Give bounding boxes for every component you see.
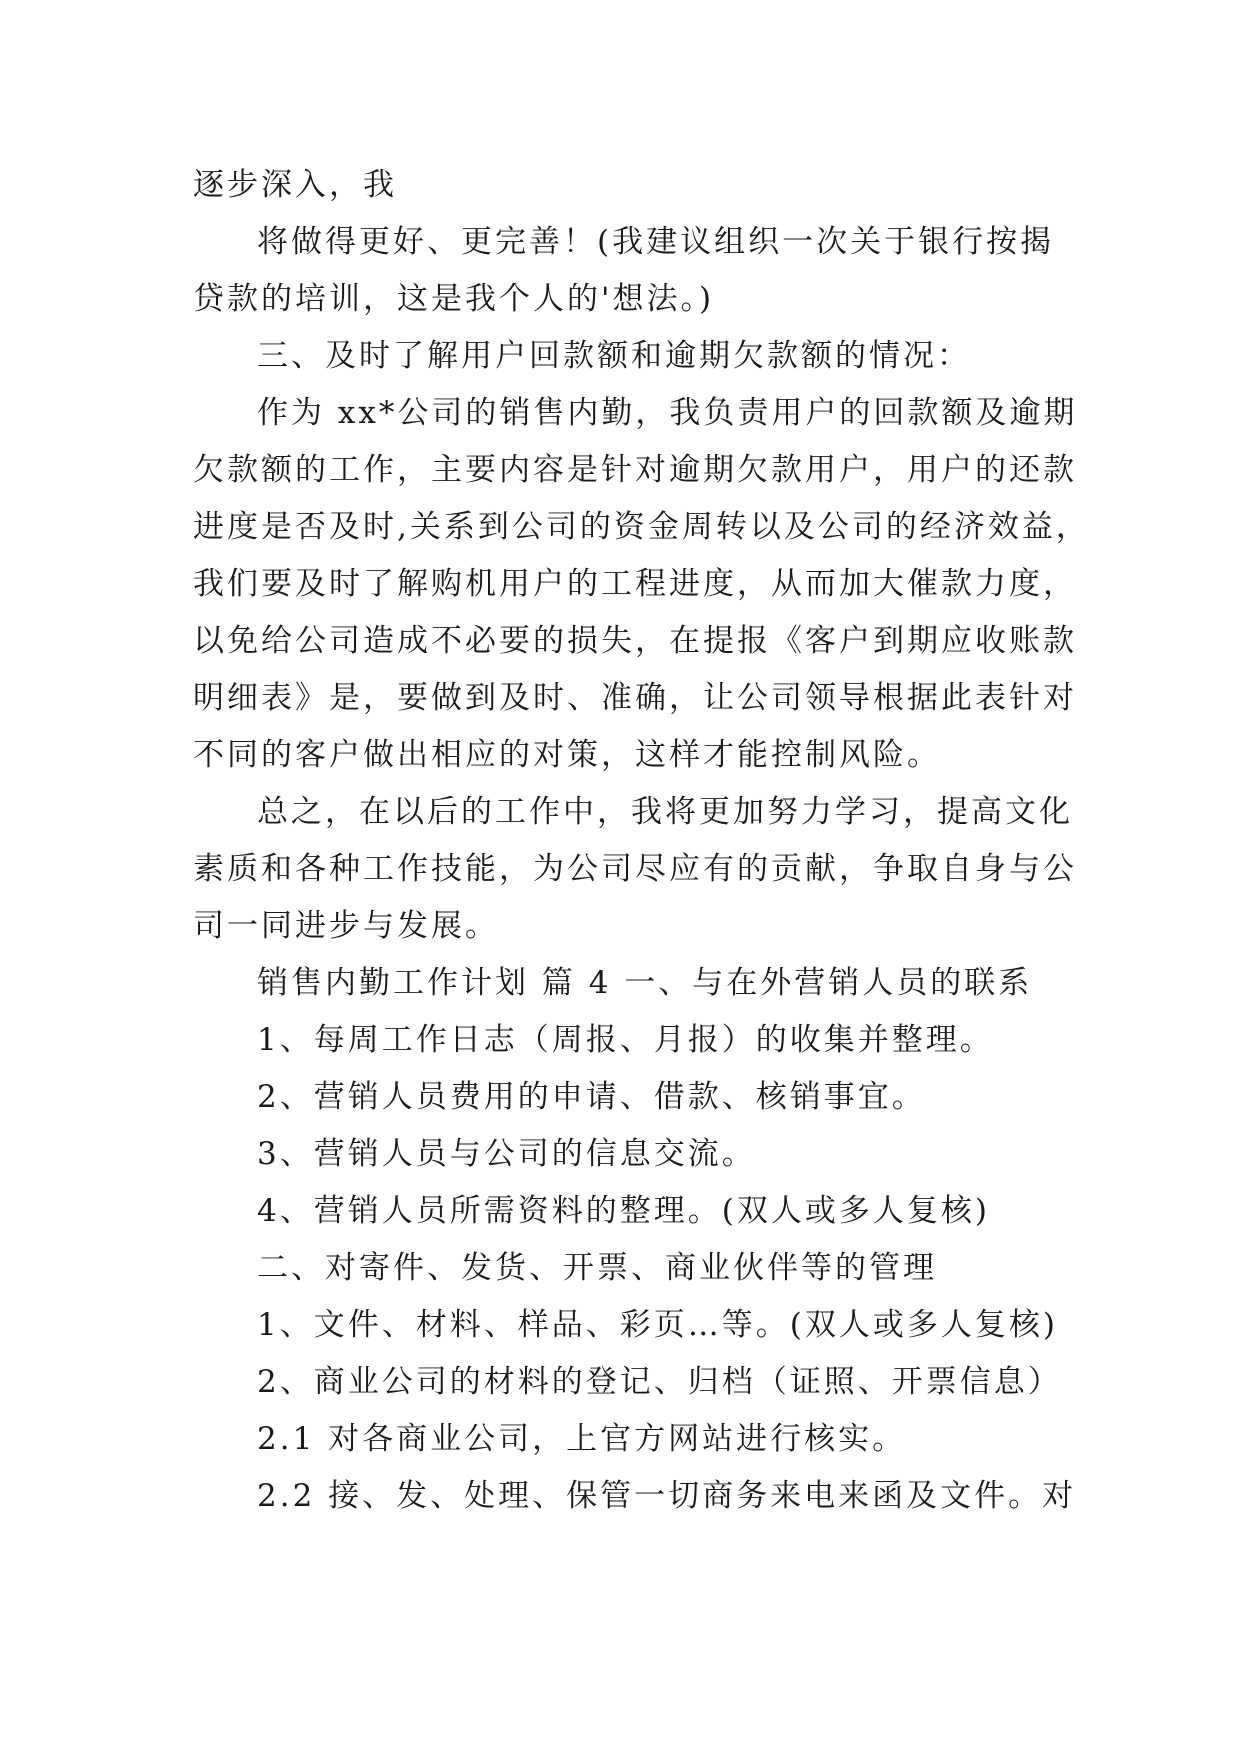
list-item: 3、营销人员与公司的信息交流。 bbox=[257, 1136, 756, 1172]
text-line: 司一同进步与发展。 bbox=[193, 908, 499, 944]
section-heading: 销售内勤工作计划 篇 4 一、与在外营销人员的联系 bbox=[257, 965, 1033, 1001]
list-item: 1、每周工作日志（周报、月报）的收集并整理。 bbox=[257, 1022, 994, 1058]
text-line: 欠款额的工作，主要内容是针对逾期欠款用户，用户的还款 bbox=[193, 452, 1077, 488]
text-line: 总之，在以后的工作中，我将更加努力学习，提高文化 bbox=[257, 794, 1073, 830]
list-item: 1、文件、材料、样品、彩页…等。(双人或多人复核) bbox=[257, 1307, 1058, 1343]
text-line: 不同的客户做出相应的对策，这样才能控制风险。 bbox=[193, 737, 941, 773]
text-line: 作为 xx*公司的销售内勤，我负责用户的回款额及逾期 bbox=[257, 395, 1078, 431]
text-line: 贷款的培训，这是我个人的'想法。) bbox=[193, 281, 715, 317]
section-heading: 三、及时了解用户回款额和逾期欠款额的情况： bbox=[257, 338, 971, 374]
text-line: 素质和各种工作技能，为公司尽应有的贡献，争取自身与公 bbox=[193, 851, 1077, 887]
text-line: 逐步深入，我 bbox=[193, 167, 397, 203]
list-item: 2、营销人员费用的申请、借款、核销事宜。 bbox=[257, 1079, 926, 1115]
list-item: 2.1 对各商业公司，上官方网站进行核实。 bbox=[257, 1421, 907, 1457]
text-line: 进度是否及时,关系到公司的资金周转以及公司的经济效益， bbox=[193, 509, 1090, 545]
list-item: 4、营销人员所需资料的整理。(双人或多人复核) bbox=[257, 1193, 990, 1229]
list-item: 2.2 接、发、处理、保管一切商务来电来函及文件。对 bbox=[257, 1478, 1077, 1514]
section-heading: 二、对寄件、发货、开票、商业伙伴等的管理 bbox=[257, 1250, 937, 1286]
text-line: 以免给公司造成不必要的损失，在提报《客户到期应收账款 bbox=[193, 623, 1077, 659]
list-item: 2、商业公司的材料的登记、归档（证照、开票信息） bbox=[257, 1364, 1062, 1400]
text-line: 明细表》是，要做到及时、准确，让公司领导根据此表针对 bbox=[193, 680, 1077, 716]
text-line: 我们要及时了解购机用户的工程进度，从而加大催款力度， bbox=[193, 566, 1077, 602]
text-line: 将做得更好、更完善！(我建议组织一次关于银行按揭 bbox=[257, 224, 1055, 260]
